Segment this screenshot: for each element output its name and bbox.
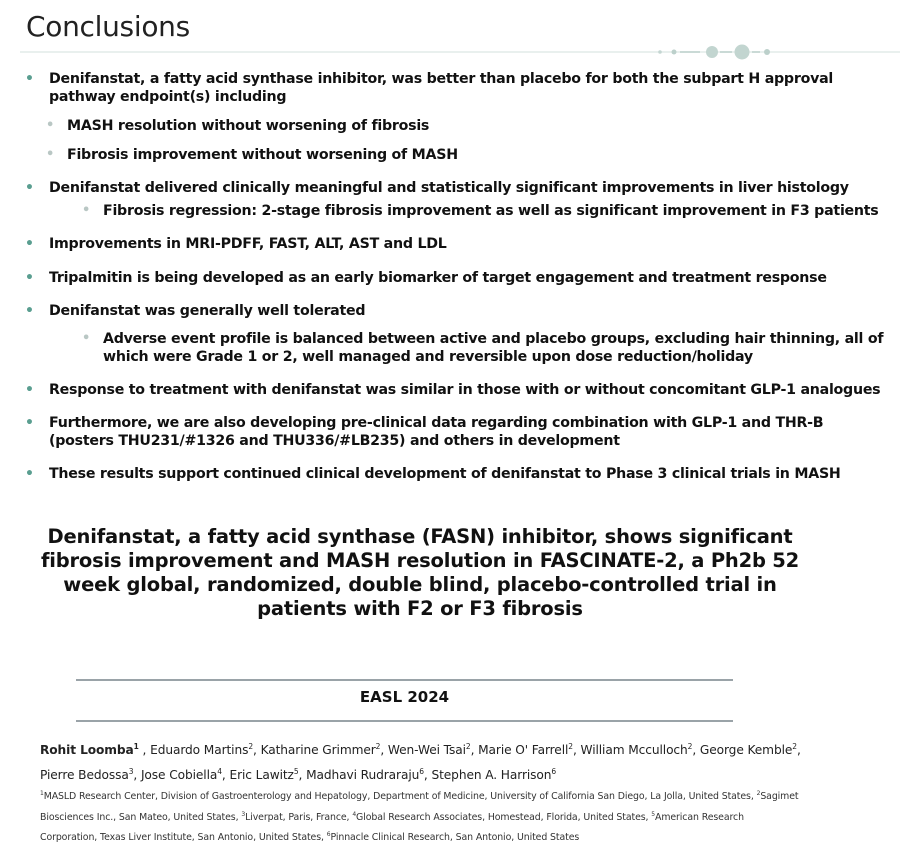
conference-label: EASL 2024 (359, 688, 450, 706)
author-name: Katharine Grimmer$^2$ (260, 742, 381, 757)
bullet-dot-icon: • (46, 118, 55, 133)
bullet-dot-icon: • (46, 147, 55, 162)
author-name: Eduardo Martins$^2$ (150, 742, 253, 757)
list-item: • Tripalmitin is being developed as an early biomarker of target engagement and treatment response (25, 270, 827, 286)
bullet-dot-icon: • (25, 466, 34, 482)
bullet-dot-icon: • (25, 415, 34, 431)
list-item: • These results support continued clinical development of denifanstat to Phase 3 clinical trials in MASH (25, 466, 841, 482)
list-item: • Fibrosis improvement without worsening of MASH (46, 147, 458, 163)
author-name: William Mcculloch$^2$ (580, 742, 693, 757)
author-name: Marie O' Farrell$^2$ (478, 742, 573, 757)
bullet-dot-icon: • (25, 180, 34, 196)
bullet-dot-icon: • (25, 236, 34, 252)
author-name: Madhavi Rudraraju$^6$ (306, 767, 424, 782)
title-divider (20, 40, 900, 64)
affiliation-list (40, 785, 800, 847)
affiliation-item: $^1$MASLD Research Center, Division of Gastroenterology and Hepatology, Department of Medicine, University of California San Diego, La Jolla, United States, (40, 790, 757, 802)
affiliation-item: $^3$Liverpat, Paris, France, (241, 810, 353, 823)
bullet-dot-icon: • (82, 203, 91, 218)
author-name: Eric Lawitz$^5$ (229, 767, 299, 782)
rule-top (76, 679, 733, 681)
list-item: • Denifanstat delivered clinically meaningful and statistically significant improvements in liver histology (25, 180, 849, 196)
list-item: • Response to treatment with denifanstat was similar in those with or without concomitant GLP-1 analogues (25, 382, 881, 398)
author-list: Rohit Loomba$^1$ , Eduardo Martins$^2$, Katharine Grimmer$^2$, Wen-Wei Tsai$^2$, Marie O' Farrell$^2$, William Mcculloch$^2$, George Kemble$^2$, Pierre Bedossa$^3$, Jose Cobiella$^4$, Eric Lawitz$^5$, Madhavi Rudraraju$^6$, Stephen A. Harrison$^6$ (40, 742, 801, 782)
page-title: Conclusions (26, 10, 190, 43)
affiliation-item: $^5$American Research Corporation, Texas Liver Institute, San Antonio, United States, (40, 810, 744, 843)
poster-headline: Denifanstat, a fatty acid synthase (FASN) inhibitor, shows significant fibrosis improvement and MASH resolution in FASCINATE-2, a Ph2b 52 week global, randomized, double blind, placebo-controlled trial in patients with F2 or F3 fibrosis (40, 525, 800, 620)
list-item: • Adverse event profile is balanced between active and placebo groups, excluding hair thinning, all of which were Grade 1 or 2, well managed and reversible upon dose reduction/holiday (82, 331, 884, 365)
bullet-dot-icon: • (25, 303, 34, 319)
rule-bottom (76, 720, 733, 722)
list-item: • Denifanstat was generally well tolerated (25, 303, 366, 319)
author-name: Pierre Bedossa$^3$ (40, 767, 134, 782)
affiliation-item: $^2$Sagimet Biosciences Inc., San Mateo, United States, (40, 790, 799, 823)
list-item: • Improvements in MRI-PDFF, FAST, ALT, AST and LDL (25, 236, 447, 252)
author-name: Wen-Wei Tsai$^2$ (387, 742, 471, 757)
list-item: • Denifanstat, a fatty acid synthase inhibitor, was better than placebo for both the subpart H approval pathway endpoint(s) including (25, 71, 834, 105)
list-item: • MASH resolution without worsening of fibrosis (46, 118, 430, 134)
affiliation-item: $^4$Global Research Associates, Homestead, Florida, United States, (352, 810, 652, 823)
bullet-dot-icon: • (25, 382, 34, 398)
affiliation-item: $^6$Pinnacle Clinical Research, San Antonio, United States (326, 831, 580, 843)
author-name: Jose Cobiella$^4$ (140, 767, 222, 782)
list-item: • Fibrosis regression: 2-stage fibrosis improvement as well as significant improvement in F3 patients (82, 203, 879, 219)
list-item: • Furthermore, we are also developing pre-clinical data regarding combination with GLP-1 and THR-B (posters THU231/#1326 and THU336/#LB235) and others in development (25, 415, 824, 449)
bullet-dot-icon: • (82, 331, 91, 346)
bullet-dot-icon: • (25, 71, 34, 87)
author-name: George Kemble$^2$ (699, 742, 797, 757)
bullet-dot-icon: • (25, 270, 34, 286)
author-name: Stephen A. Harrison$^6$ (431, 767, 557, 782)
author-name: Rohit Loomba$^1$ (40, 742, 139, 757)
